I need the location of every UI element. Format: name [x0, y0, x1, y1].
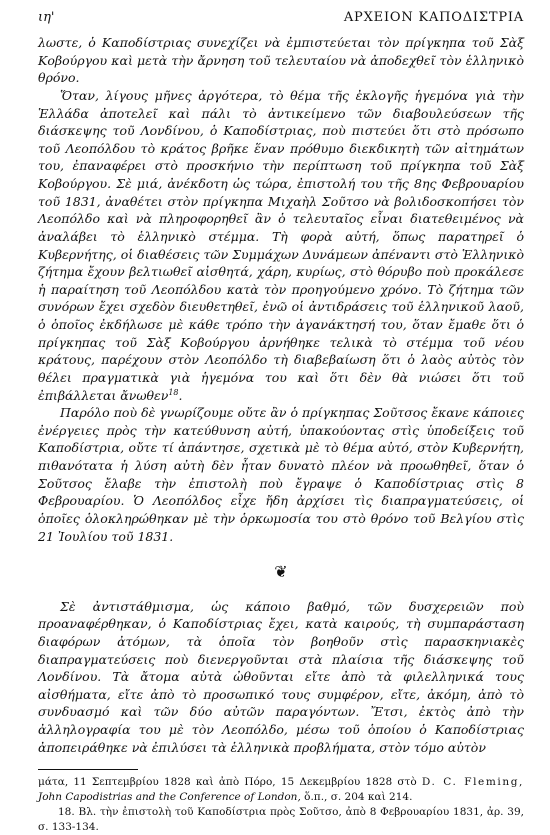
- paragraph-3: Παρόλο ποὺ δὲ γνωρίζουμε οὔτε ἂν ὁ πρίγκηπας Σοῦτσος ἔκανε κάποιες ἐνέργειες πρὸς τὴν κατεύθυνση αὐτή, ὑπακούοντας στὶς ὑποδείξεις τοῦ Καποδίστρια, οὔτε τί ἀπάντησε, σχετικὰ μὲ τὸ θέμα αὐτό, στὸν Κυβερνήτη, πιθανότατα ἡ λύση αὐτὴ δὲν ἦταν δυνατὸ πλέον νὰ προωθηθεῖ, ὅταν ὁ Σοῦτσος ἔλαβε τὴν ἐπιστολὴ ποὺ ἔγραψε ὁ Καποδίστριας στὶς 8 Φεβρουαρίου. Ὁ Λεοπόλδος εἶχε ἤδη ἀρχίσει τὶς διαπραγματεύσεις, οἱ ὁποῖες ὁλοκληρώθηκαν μὲ τὴν ὁρκωμοσία του στὸ θρόνο τοῦ Βελγίου στὶς 21 Ἰουλίου τοῦ 1831.: [38, 405, 524, 544]
- paragraph-2-text: Ὅταν, λίγους μῆνες ἀργότερα, τὸ θέμα τῆς ἐκλογῆς ἡγεμόνα γιὰ τὴν Ἑλλάδα ἀποτελεῖ καὶ πάλι τὸ ἀντικείμενο τῶν διαβουλεύσεων τῆς διάσκεψης τοῦ Λονδίνου, ὁ Καποδίστριας, ποὺ πιστεύει ὅτι στὸ πρόσωπο τοῦ Λεοπόλδου τὸ κράτος βρῆκε ἕναν πρόθυμο διεκδικητὴ τῶν αἰτημάτων του, ἐπαναφέρει στὸ προσκήνιο τὴν περίπτωση τοῦ πρίγκηπα τοῦ Σὰξ Κοβούργου. Σὲ μιά, ἀνέκδοτη ὡς τώρα, ἐπιστολή του τῆς 8ης Φεβρουαρίου τοῦ 1831, ἀναθέτει στὸν πρίγκηπα Μιχαὴλ Σοῦτσο νὰ βολιδοσκοπήσει τὸν Λεοπόλδο καὶ νὰ πληροφορηθεῖ ἂν ὁ τελευταῖος εἶναι διατεθειμένος νὰ ἀναλάβει τὸ ἑλληνικὸ στέμμα. Τὴ φορὰ αὐτή, ὅπως παρατηρεῖ ὁ Κυβερνήτης, οἱ διαθέσεις τῶν Συμμάχων Δυνάμεων ἀπέναντι στὸ Ἑλληνικὸ ζήτημα ἔχουν βελτιωθεῖ αἰσθητά, χάρη, κυρίως, στὸ θόρυβο ποὺ προκάλεσε ἡ παραίτηση τοῦ Λεοπόλδου κατὰ τὸν προηγούμενο χρόνο. Τὸ ζήτημα τῶν συνόρων ἔχει σχεδὸν διευθετηθεῖ, ἐνῶ οἱ ἀντιδράσεις τοῦ ἑλληνικοῦ λαοῦ, ὁ ὁποῖος ἐκδήλωσε μὲ κάθε τρόπο τὴν ἀγανάκτησή του, ὅταν ἔμαθε ὅτι ὁ πρίγκηπας τοῦ Σὰξ Κοβούργου ἀρνήθηκε τελικὰ τὸ στέμμα τοῦ νέου κράτους, παρέχουν στὸν Λεοπόλδο τὴ διαβεβαίωση ὅτι ὁ λαὸς αὐτὸς τὸν θέλει πραγματικὰ γιὰ ἡγεμόνα του καὶ ὅτι δὲν θὰ νιώσει ὅτι τοῦ ἐπιβάλλεται ἄνωθεν: [38, 87, 524, 403]
- paragraph-1: λωστε, ὁ Καποδίστριας συνεχίζει νὰ ἐμπιστεύεται τὸν πρίγκηπα τοῦ Σὰξ Κοβούργου καὶ μετὰ τὴν ἄρνηση τοῦ τελευταίου νὰ ἀποδεχθεῖ τὸν ἑλληνικὸ θρόνο.: [38, 35, 524, 86]
- after-ornament-section: [38, 598, 524, 757]
- main-text: [38, 34, 524, 756]
- footnote-cont-title: John Capodistrias and the Conference of London,: [38, 791, 301, 804]
- footnote-ref-18[interactable]: 18: [168, 387, 179, 397]
- footnotes: [38, 775, 524, 835]
- footnote-cont-author: D. C. Fleming,: [421, 776, 524, 789]
- footnote-cont-text-a: μάτα, 11 Σεπτεμβρίου 1828 καὶ ἀπὸ Πόρο, 15 Δεκεμβρίου 1828 στὸ: [38, 776, 417, 789]
- footnote-continuation: [38, 775, 524, 805]
- footnote-cont-text-b: ὅ.π., σ. 204 καὶ 214.: [304, 791, 413, 804]
- running-header: [38, 0, 524, 30]
- paragraph-4: Σὲ ἀντιστάθμισμα, ὡς κάποιο βαθμό, τῶν δυσχερειῶν ποὺ προαναφέρθηκαν, ὁ Καποδίστριας ἔχει, κατὰ καιρούς, τὴ συμπαράσταση διαφόρων ἀτόμων, τὰ ὁποῖα τὸν βοηθοῦν στὶς παρασκηνιακὲς διαπραγματεύσεις ποὺ διενεργοῦνται στὰ πλαίσια τῆς διάσκεψης τοῦ Λονδίνου. Τὰ ἄτομα αὐτὰ ὠθοῦνται εἴτε ἀπὸ τὰ φιλελληνικά τους αἰσθήματα, εἴτε ἀπὸ τὸ προσωπικό τους συμφέρον, εἴτε, ἀκόμη, ἀπὸ τὸ συνδυασμό καὶ τῶν δύο αὐτῶν παραγόντων. Ἔτσι, ἐκτὸς ἀπὸ τὴν ἀλληλογραφία του μὲ τὸν Λεοπόλδο, μέσω τοῦ ὁποίου ὁ Καποδίστριας ἀποπειράθηκε νὰ ἐπιλύσει τὰ ἑλληνικὰ προβλήματα, στὸν τόμο αὐτὸν: [38, 598, 524, 755]
- footnote-18: 18. Βλ. τὴν ἐπιστολὴ τοῦ Καποδίστρια πρὸς Σοῦτσο, ἀπὸ 8 Φεβρουαρίου 1831, ἀρ. 39, σ. 133-134.: [38, 806, 524, 834]
- section-ornament-icon: ❦: [274, 562, 288, 582]
- running-title: ΑΡΧΕΙΟΝ ΚΑΠΟΔΙΣΤΡΙΑ: [343, 10, 524, 25]
- page-number: ιη': [38, 10, 55, 25]
- footnote-separator: [38, 769, 138, 770]
- paragraph-2: Ὅταν, λίγους μῆνες ἀργότερα, τὸ θέμα τῆς ἐκλογῆς ἡγεμόνα γιὰ τὴν Ἑλλάδα ἀποτελεῖ καὶ πάλι τὸ ἀντικείμενο τῶν διαβουλεύσεων τῆς διάσκεψης τοῦ Λονδίνου, ὁ Καποδίστριας, ποὺ πιστεύει ὅτι στὸ πρόσωπο τοῦ Λεοπόλδου τὸ κράτος βρῆκε ἕναν πρόθυμο διεκδικητὴ τῶν αἰτημάτων του, ἐπαναφέρει στὸ προσκήνιο τὴν περίπτωση τοῦ πρίγκηπα τοῦ Σὰξ Κοβούργου. Σὲ μιά, ἀνέκδοτη ὡς τώρα, ἐπιστολή του τῆς 8ης Φεβρουαρίου τοῦ 1831, ἀναθέτει στὸν πρίγκηπα Μιχαὴλ Σοῦτσο νὰ βολιδοσκοπήσει τὸν Λεοπόλδο καὶ νὰ πληροφορηθεῖ ἂν ὁ τελευταῖος εἶναι διατεθειμένος νὰ ἀναλάβει τὸ ἑλληνικὸ στέμμα. Τὴ φορὰ αὐτή, ὅπως παρατηρεῖ ὁ Κυβερνήτης, οἱ διαθέσεις τῶν Συμμάχων Δυνάμεων ἀπέναντι στὸ Ἑλληνικὸ ζήτημα ἔχουν βελτιωθεῖ αἰσθητά, χάρη, κυρίως, στὸ θόρυβο ποὺ προκάλεσε ἡ παραίτηση τοῦ Λεοπόλδου κατὰ τὸν προηγούμενο χρόνο. Τὸ ζήτημα τῶν συνόρων ἔχει σχεδὸν διευθετηθεῖ, ἐνῶ οἱ ἀντιδράσεις τοῦ ἑλληνικοῦ λαοῦ, ὁ ὁποῖος ἐκδήλωσε μὲ κάθε τρόπο τὴν ἀγανάκτησή του, ὅταν ἔμαθε ὅτι ὁ πρίγκηπας τοῦ Σὰξ Κοβούργου ἀρνήθηκε τελικὰ τὸ στέμμα τοῦ νέου κράτους, παρέχουν στὸν Λεοπόλδο τὴ διαβεβαίωση ὅτι ὁ λαὸς αὐτὸς τὸν θέλει πραγματικὰ γιὰ ἡγεμόνα του καὶ ὅτι δὲν θὰ νιώσει ὅτι τοῦ ἐπιβάλλεται ἄνωθεν$^{18}$.: [38, 87, 524, 403]
